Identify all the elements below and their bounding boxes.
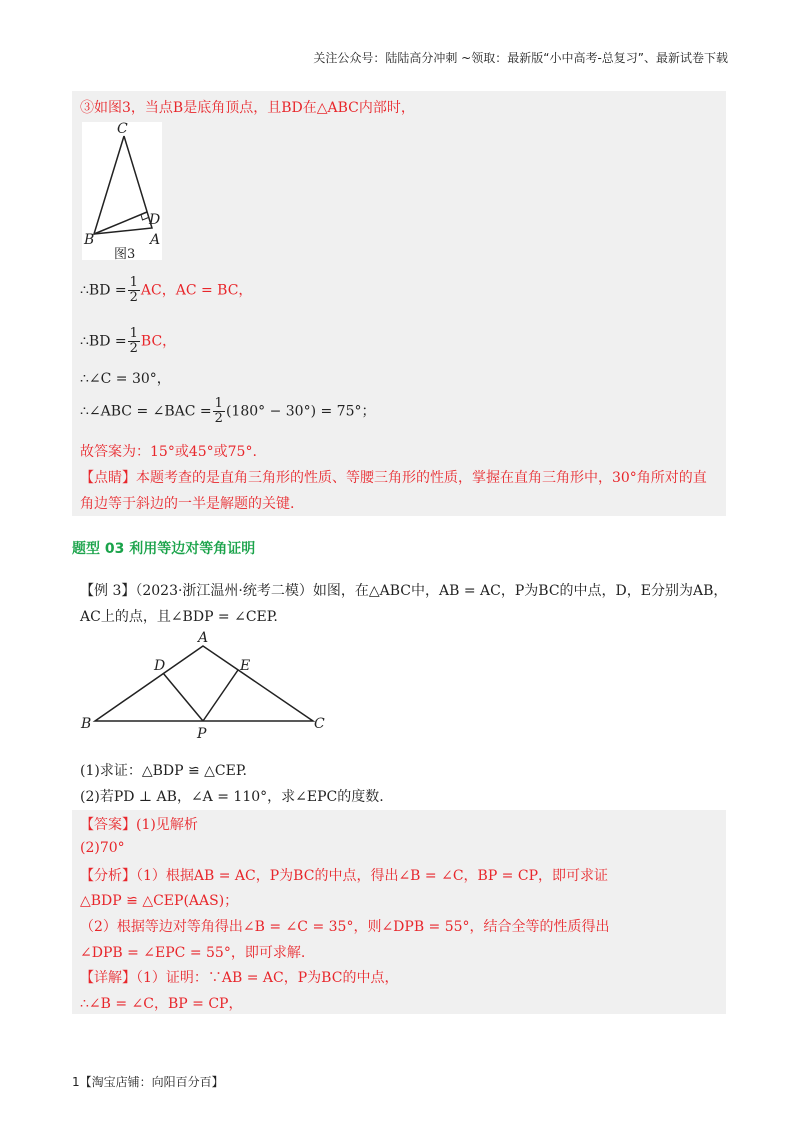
label-e: E — [240, 658, 251, 674]
label-p: P — [197, 726, 207, 742]
label-a: A — [198, 630, 209, 646]
label-d: D — [149, 212, 161, 228]
step-4: ∴∠ABC = ∠BAC = $\frac{1}{2}$ (180° − 30°) = 75°； — [80, 396, 376, 426]
comment-line-1: 【点睛】本题考查的是直角三角形的性质、等腰三角形的性质，掌握在直角三角形中，30°角所对的直 — [80, 470, 707, 486]
segment-dp — [163, 673, 203, 721]
label-b: B — [81, 716, 92, 732]
label-c: C — [314, 716, 325, 732]
triangle-abc — [95, 646, 313, 721]
detail-2: ∴∠B = ∠C，BP = CP， — [80, 996, 243, 1012]
label-b: B — [84, 232, 95, 248]
step-2: ∴BD = $\frac{1}{2}$ BC， — [80, 326, 177, 356]
detail-1: 【详解】（1）证明：∵AB = AC，P为BC的中点， — [80, 970, 399, 986]
answer-1: 【答案】(1)见解析 — [80, 817, 198, 833]
example-3-line-1: 【例 3】（2023·浙江温州·统考二模）如图，在△ABC中，AB = AC，P为BC的中点，D，E分别为AB， — [80, 583, 728, 599]
segment-ep — [203, 670, 238, 721]
label-c: C — [117, 122, 128, 137]
question-2: (2)若PD ⊥ AB，∠A = 110°，求∠EPC的度数. — [80, 789, 384, 805]
question-1: (1)求证：△BDP ≌ △CEP. — [80, 763, 247, 779]
analysis-3: （2）根据等边对等角得出∠B = ∠C = 35°，则∠DPB = 55°，结合全等的性质得出 — [80, 919, 610, 935]
figure-3-caption: 图3 — [114, 247, 136, 260]
comment-line-2: 角边等于斜边的一半是解题的关键. — [80, 496, 295, 512]
analysis-4: ∠DPB = ∠EPC = 55°，即可求解. — [80, 945, 306, 961]
step-3: ∴∠C = 30°， — [80, 371, 171, 387]
answer-2: (2)70° — [80, 840, 125, 856]
analysis-1: 【分析】（1）根据AB = AC，P为BC的中点，得出∠B = ∠C，BP = CP，即可求证 — [80, 868, 608, 884]
case3-intro: ③如图3，当点B是底角顶点，且BD在△ABC内部时， — [80, 100, 415, 116]
figure-3 — [82, 122, 162, 260]
analysis-2: △BDP ≌ △CEP(AAS)； — [80, 893, 239, 909]
page-footer: 1【淘宝店铺：向阳百分百】 — [72, 1075, 224, 1089]
label-a: A — [150, 232, 161, 248]
step-1: ∴BD = $\frac{1}{2}$ AC，AC = BC， — [80, 275, 253, 305]
label-d: D — [154, 658, 166, 674]
answer-line: 故答案为：15°或45°或75°. — [80, 444, 257, 460]
example-3-figure — [78, 626, 338, 742]
example-3-line-2: AC上的点，且∠BDP = ∠CEP. — [80, 609, 278, 625]
page-header: 关注公众号：陆陆高分冲刺 ~领取：最新版“小中高考-总复习”、最新试卷下载 — [313, 51, 728, 65]
section-title: 题型 03 利用等边对等角证明 — [72, 541, 256, 557]
